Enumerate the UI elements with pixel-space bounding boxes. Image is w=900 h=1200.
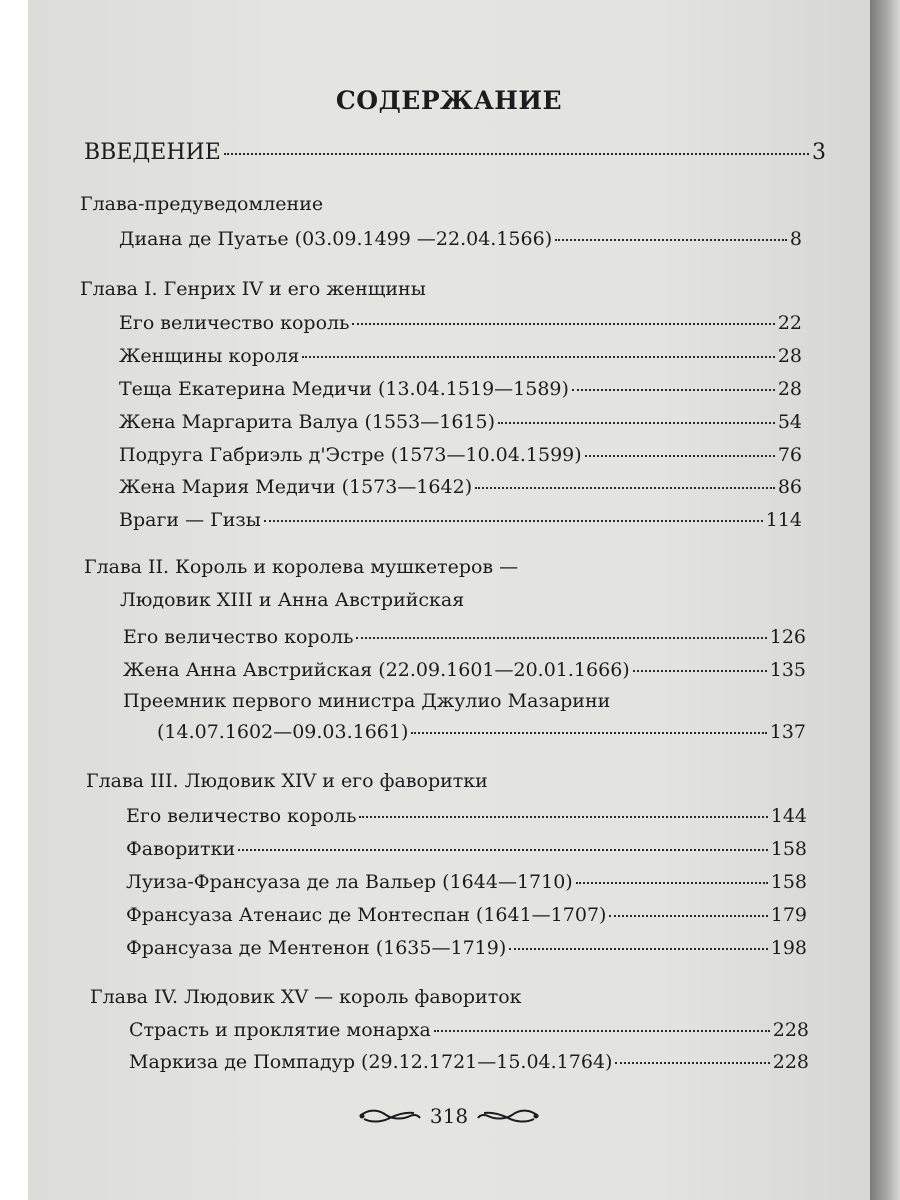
toc-entry-label: Страсть и проклятие монарха bbox=[129, 1019, 431, 1041]
page-number: 318 bbox=[429, 1104, 469, 1128]
toc-entry-label: Враги — Гизы bbox=[119, 509, 261, 531]
toc-entry bbox=[123, 659, 806, 681]
chapter-heading: Глава I. Генрих IV и его женщины bbox=[80, 278, 426, 300]
chapter-heading: Глава II. Король и королева мушкетеров — bbox=[84, 556, 519, 578]
toc-entry bbox=[126, 838, 807, 860]
leader-dots bbox=[475, 487, 775, 489]
chapter-heading-line2: Людовик XIII и Анна Австрийская bbox=[120, 589, 465, 611]
toc-page-number: 22 bbox=[777, 312, 802, 334]
toc-entry-label: Жена Анна Австрийская (22.09.1601—20.01.1666) bbox=[123, 659, 630, 681]
toc-entry-label: Фаворитки bbox=[126, 838, 236, 860]
leader-dots bbox=[498, 422, 775, 424]
toc-page-number: 86 bbox=[777, 476, 802, 498]
toc-entry-label: Его величество король bbox=[126, 805, 357, 827]
toc-entry bbox=[119, 411, 802, 433]
leader-dots bbox=[224, 153, 809, 155]
chapter-heading: Глава-предуведомление bbox=[80, 193, 324, 215]
toc-entry-intro bbox=[84, 140, 826, 165]
toc-entry bbox=[126, 871, 807, 893]
leader-dots bbox=[572, 389, 775, 391]
toc-entry bbox=[119, 378, 802, 400]
toc-entry-label: Луиза-Франсуаза де ла Вальер (1644—1710) bbox=[126, 871, 573, 893]
toc-entry bbox=[119, 476, 802, 498]
toc-entry bbox=[119, 312, 802, 334]
book-gutter-shadow bbox=[870, 0, 900, 1200]
leader-dots bbox=[264, 520, 763, 522]
toc-entry-label: Франсуаза де Ментенон (1635—1719) bbox=[126, 937, 507, 959]
book-page bbox=[28, 0, 870, 1200]
toc-page-number: 76 bbox=[777, 444, 802, 466]
toc-entry bbox=[119, 509, 802, 531]
leader-dots bbox=[509, 948, 767, 950]
toc-page-number: 137 bbox=[769, 721, 806, 743]
toc-page-number: 179 bbox=[770, 904, 807, 926]
toc-entry bbox=[129, 1051, 809, 1073]
leader-dots bbox=[633, 670, 767, 672]
toc-page-number: 8 bbox=[789, 228, 802, 250]
toc-entry-label: Жена Маргарита Валуа (1553—1615) bbox=[119, 411, 495, 433]
leader-dots bbox=[411, 732, 766, 734]
leader-dots bbox=[352, 323, 774, 325]
toc-page-number: 198 bbox=[770, 937, 807, 959]
leader-dots bbox=[555, 239, 787, 241]
toc-entry bbox=[119, 228, 802, 250]
toc-page-number: 3 bbox=[812, 140, 826, 165]
leader-dots bbox=[434, 1030, 770, 1032]
toc-page-number: 54 bbox=[777, 411, 802, 433]
toc-entry bbox=[126, 904, 807, 926]
toc-entry-label: Преемник первого министра Джулио Мазарини bbox=[123, 690, 611, 712]
toc-entry bbox=[123, 626, 806, 648]
scroll-ornament-right-icon bbox=[476, 1107, 540, 1125]
toc-page-number: 28 bbox=[777, 378, 802, 400]
toc-entry-label: ВВЕДЕНИЕ bbox=[84, 140, 221, 165]
toc-entry-label: Подруга Габриэль д'Эстре (1573—10.04.1599) bbox=[119, 444, 582, 466]
chapter-heading: Глава IV. Людовик XV — король фавориток bbox=[90, 986, 522, 1008]
toc-page-number: 28 bbox=[777, 345, 802, 367]
toc-entry bbox=[129, 1019, 809, 1041]
toc-page-number: 158 bbox=[770, 871, 807, 893]
toc-page-number: 228 bbox=[772, 1019, 809, 1041]
scroll-ornament-left-icon bbox=[358, 1107, 422, 1125]
leader-dots bbox=[576, 882, 768, 884]
toc-entry-label-line2: (14.07.1602—09.03.1661) bbox=[157, 721, 409, 743]
chapter-heading: Глава III. Людовик XIV и его фаворитки bbox=[86, 770, 488, 792]
toc-entry-label: Диана де Пуатье (03.09.1499 —22.04.1566) bbox=[119, 228, 553, 250]
toc-entry-label: Женщины короля bbox=[119, 345, 300, 367]
toc-entry bbox=[126, 805, 807, 827]
toc-title: СОДЕРЖАНИЕ bbox=[335, 86, 563, 115]
leader-dots bbox=[356, 637, 766, 639]
toc-entry-label: Маркиза де Помпадур (29.12.1721—15.04.1764) bbox=[129, 1051, 613, 1073]
leader-dots bbox=[585, 455, 775, 457]
leader-dots bbox=[302, 356, 774, 358]
toc-entry-label: Франсуаза Атенаис де Монтеспан (1641—1707) bbox=[126, 904, 607, 926]
toc-page-number: 144 bbox=[770, 805, 807, 827]
leader-dots bbox=[238, 849, 768, 851]
toc-page-number: 126 bbox=[769, 626, 806, 648]
toc-page-number: 114 bbox=[765, 509, 802, 531]
toc-entry-label: Его величество король bbox=[119, 312, 350, 334]
toc-page-number: 158 bbox=[770, 838, 807, 860]
toc-entry-label: Теща Екатерина Медичи (13.04.1519—1589) bbox=[119, 378, 569, 400]
toc-page-number: 135 bbox=[769, 659, 806, 681]
toc-entry bbox=[119, 444, 802, 466]
page-footer bbox=[28, 1104, 870, 1128]
leader-dots bbox=[615, 1062, 769, 1064]
toc-page-number: 228 bbox=[772, 1051, 809, 1073]
leader-dots bbox=[359, 816, 767, 818]
toc-entry bbox=[126, 937, 807, 959]
leader-dots bbox=[609, 915, 767, 917]
toc-entry-label: Жена Мария Медичи (1573—1642) bbox=[119, 476, 473, 498]
toc-entry-label: Его величество король bbox=[123, 626, 354, 648]
toc-entry bbox=[157, 721, 806, 743]
toc-entry bbox=[119, 345, 802, 367]
